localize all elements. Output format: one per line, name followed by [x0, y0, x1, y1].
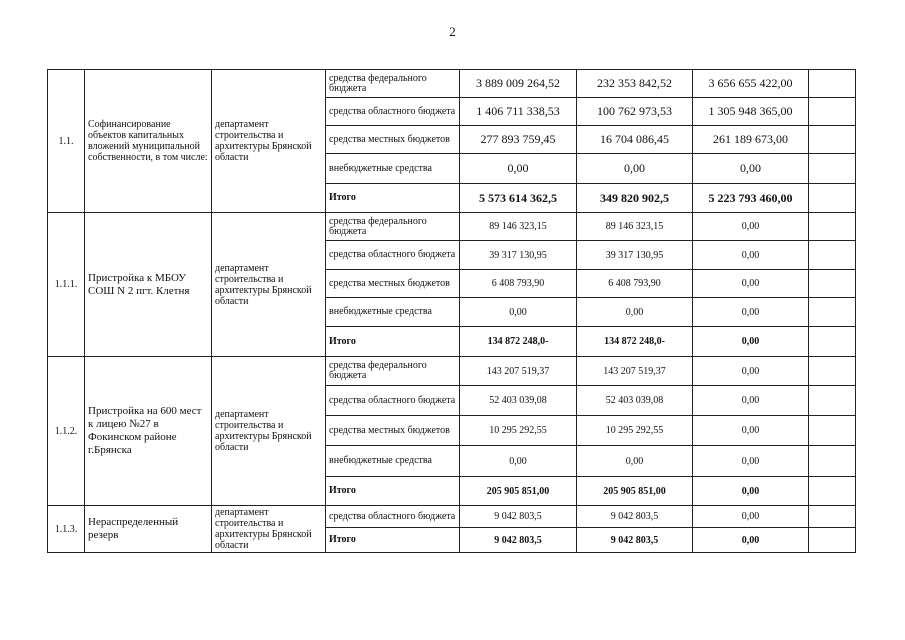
section-department: департамент строительства и архитектуры Брянской области — [212, 506, 326, 553]
section-name: Пристройка к МБОУ СОШ N 2 пгт. Клетня — [85, 213, 212, 357]
funding-source: средства федерального бюджета — [326, 213, 460, 241]
amount-value-2: 6 408 793,90 — [577, 270, 693, 298]
amount-value-1: 10 295 292,55 — [460, 416, 577, 446]
total-label: Итого — [326, 327, 460, 357]
funding-source: средства областного бюджета — [326, 241, 460, 270]
amount-value-2: 39 317 130,95 — [577, 241, 693, 270]
amount-value-2: 16 704 086,45 — [577, 126, 693, 154]
empty-cell — [809, 327, 856, 357]
amount-value-2: 143 207 519,37 — [577, 357, 693, 386]
empty-cell — [809, 446, 856, 477]
amount-value-2: 10 295 292,55 — [577, 416, 693, 446]
empty-cell — [809, 70, 856, 98]
total-value-1: 5 573 614 362,5 — [460, 184, 577, 213]
amount-value-3: 0,00 — [693, 241, 809, 270]
total-value-1: 205 905 851,00 — [460, 477, 577, 506]
amount-value-1: 0,00 — [460, 298, 577, 327]
total-label: Итого — [326, 477, 460, 506]
amount-value-2: 9 042 803,5 — [577, 506, 693, 528]
amount-value-3: 3 656 655 422,00 — [693, 70, 809, 98]
amount-value-1: 3 889 009 264,52 — [460, 70, 577, 98]
amount-value-3: 261 189 673,00 — [693, 126, 809, 154]
empty-cell — [809, 241, 856, 270]
empty-cell — [809, 477, 856, 506]
empty-cell — [809, 357, 856, 386]
amount-value-2: 0,00 — [577, 154, 693, 184]
section-number: 1.1. — [48, 70, 85, 213]
budget-table — [47, 69, 856, 553]
amount-value-3: 1 305 948 365,00 — [693, 98, 809, 126]
total-value-2: 205 905 851,00 — [577, 477, 693, 506]
table-row — [48, 213, 856, 241]
section-number: 1.1.2. — [48, 357, 85, 506]
section-number: 1.1.1. — [48, 213, 85, 357]
amount-value-2: 0,00 — [577, 446, 693, 477]
amount-value-1: 143 207 519,37 — [460, 357, 577, 386]
funding-source: внебюджетные средства — [326, 298, 460, 327]
total-value-1: 9 042 803,5 — [460, 528, 577, 553]
section-number: 1.1.3. — [48, 506, 85, 553]
amount-value-1: 89 146 323,15 — [460, 213, 577, 241]
amount-value-1: 0,00 — [460, 446, 577, 477]
empty-cell — [809, 270, 856, 298]
total-value-3: 0,00 — [693, 327, 809, 357]
funding-source: средства федерального бюджета — [326, 357, 460, 386]
table-row — [48, 506, 856, 528]
empty-cell — [809, 154, 856, 184]
total-value-2: 349 820 902,5 — [577, 184, 693, 213]
total-value-3: 0,00 — [693, 528, 809, 553]
total-value-1: 134 872 248,0- — [460, 327, 577, 357]
empty-cell — [809, 184, 856, 213]
amount-value-3: 0,00 — [693, 416, 809, 446]
amount-value-2: 89 146 323,15 — [577, 213, 693, 241]
amount-value-3: 0,00 — [693, 357, 809, 386]
total-label: Итого — [326, 184, 460, 213]
empty-cell — [809, 506, 856, 528]
funding-source: средства местных бюджетов — [326, 416, 460, 446]
funding-source: средства местных бюджетов — [326, 270, 460, 298]
total-value-3: 0,00 — [693, 477, 809, 506]
amount-value-3: 0,00 — [693, 154, 809, 184]
amount-value-2: 232 353 842,52 — [577, 70, 693, 98]
total-value-2: 134 872 248,0- — [577, 327, 693, 357]
amount-value-1: 0,00 — [460, 154, 577, 184]
empty-cell — [809, 98, 856, 126]
amount-value-1: 277 893 759,45 — [460, 126, 577, 154]
total-value-2: 9 042 803,5 — [577, 528, 693, 553]
table-row — [48, 357, 856, 386]
amount-value-3: 0,00 — [693, 298, 809, 327]
section-name: Софинансирование объектов капитальных вложений муниципальной собственности, в том числе: — [85, 70, 212, 213]
amount-value-2: 52 403 039,08 — [577, 386, 693, 416]
total-label: Итого — [326, 528, 460, 553]
empty-cell — [809, 126, 856, 154]
funding-source: средства областного бюджета — [326, 386, 460, 416]
amount-value-1: 9 042 803,5 — [460, 506, 577, 528]
amount-value-3: 0,00 — [693, 446, 809, 477]
funding-source: внебюджетные средства — [326, 446, 460, 477]
amount-value-3: 0,00 — [693, 386, 809, 416]
page-number: 2 — [449, 24, 456, 39]
empty-cell — [809, 528, 856, 553]
total-value-3: 5 223 793 460,00 — [693, 184, 809, 213]
empty-cell — [809, 416, 856, 446]
section-department: департамент строительства и архитектуры Брянской области — [212, 70, 326, 213]
amount-value-3: 0,00 — [693, 213, 809, 241]
amount-value-1: 52 403 039,08 — [460, 386, 577, 416]
section-name: Нераспределенный резерв — [85, 506, 212, 553]
funding-source: средства областного бюджета — [326, 506, 460, 528]
funding-source: средства областного бюджета — [326, 98, 460, 126]
table-row — [48, 70, 856, 98]
amount-value-2: 0,00 — [577, 298, 693, 327]
empty-cell — [809, 386, 856, 416]
amount-value-1: 39 317 130,95 — [460, 241, 577, 270]
funding-source: средства местных бюджетов — [326, 126, 460, 154]
empty-cell — [809, 298, 856, 327]
funding-source: внебюджетные средства — [326, 154, 460, 184]
amount-value-1: 1 406 711 338,53 — [460, 98, 577, 126]
amount-value-3: 0,00 — [693, 506, 809, 528]
funding-source: средства федерального бюджета — [326, 70, 460, 98]
amount-value-2: 100 762 973,53 — [577, 98, 693, 126]
section-name: Пристройка на 600 мест к лицею №27 в Фокинском районе г.Брянска — [85, 357, 212, 506]
empty-cell — [809, 213, 856, 241]
section-department: департамент строительства и архитектуры Брянской области — [212, 357, 326, 506]
amount-value-1: 6 408 793,90 — [460, 270, 577, 298]
section-department: департамент строительства и архитектуры Брянской области — [212, 213, 326, 357]
amount-value-3: 0,00 — [693, 270, 809, 298]
